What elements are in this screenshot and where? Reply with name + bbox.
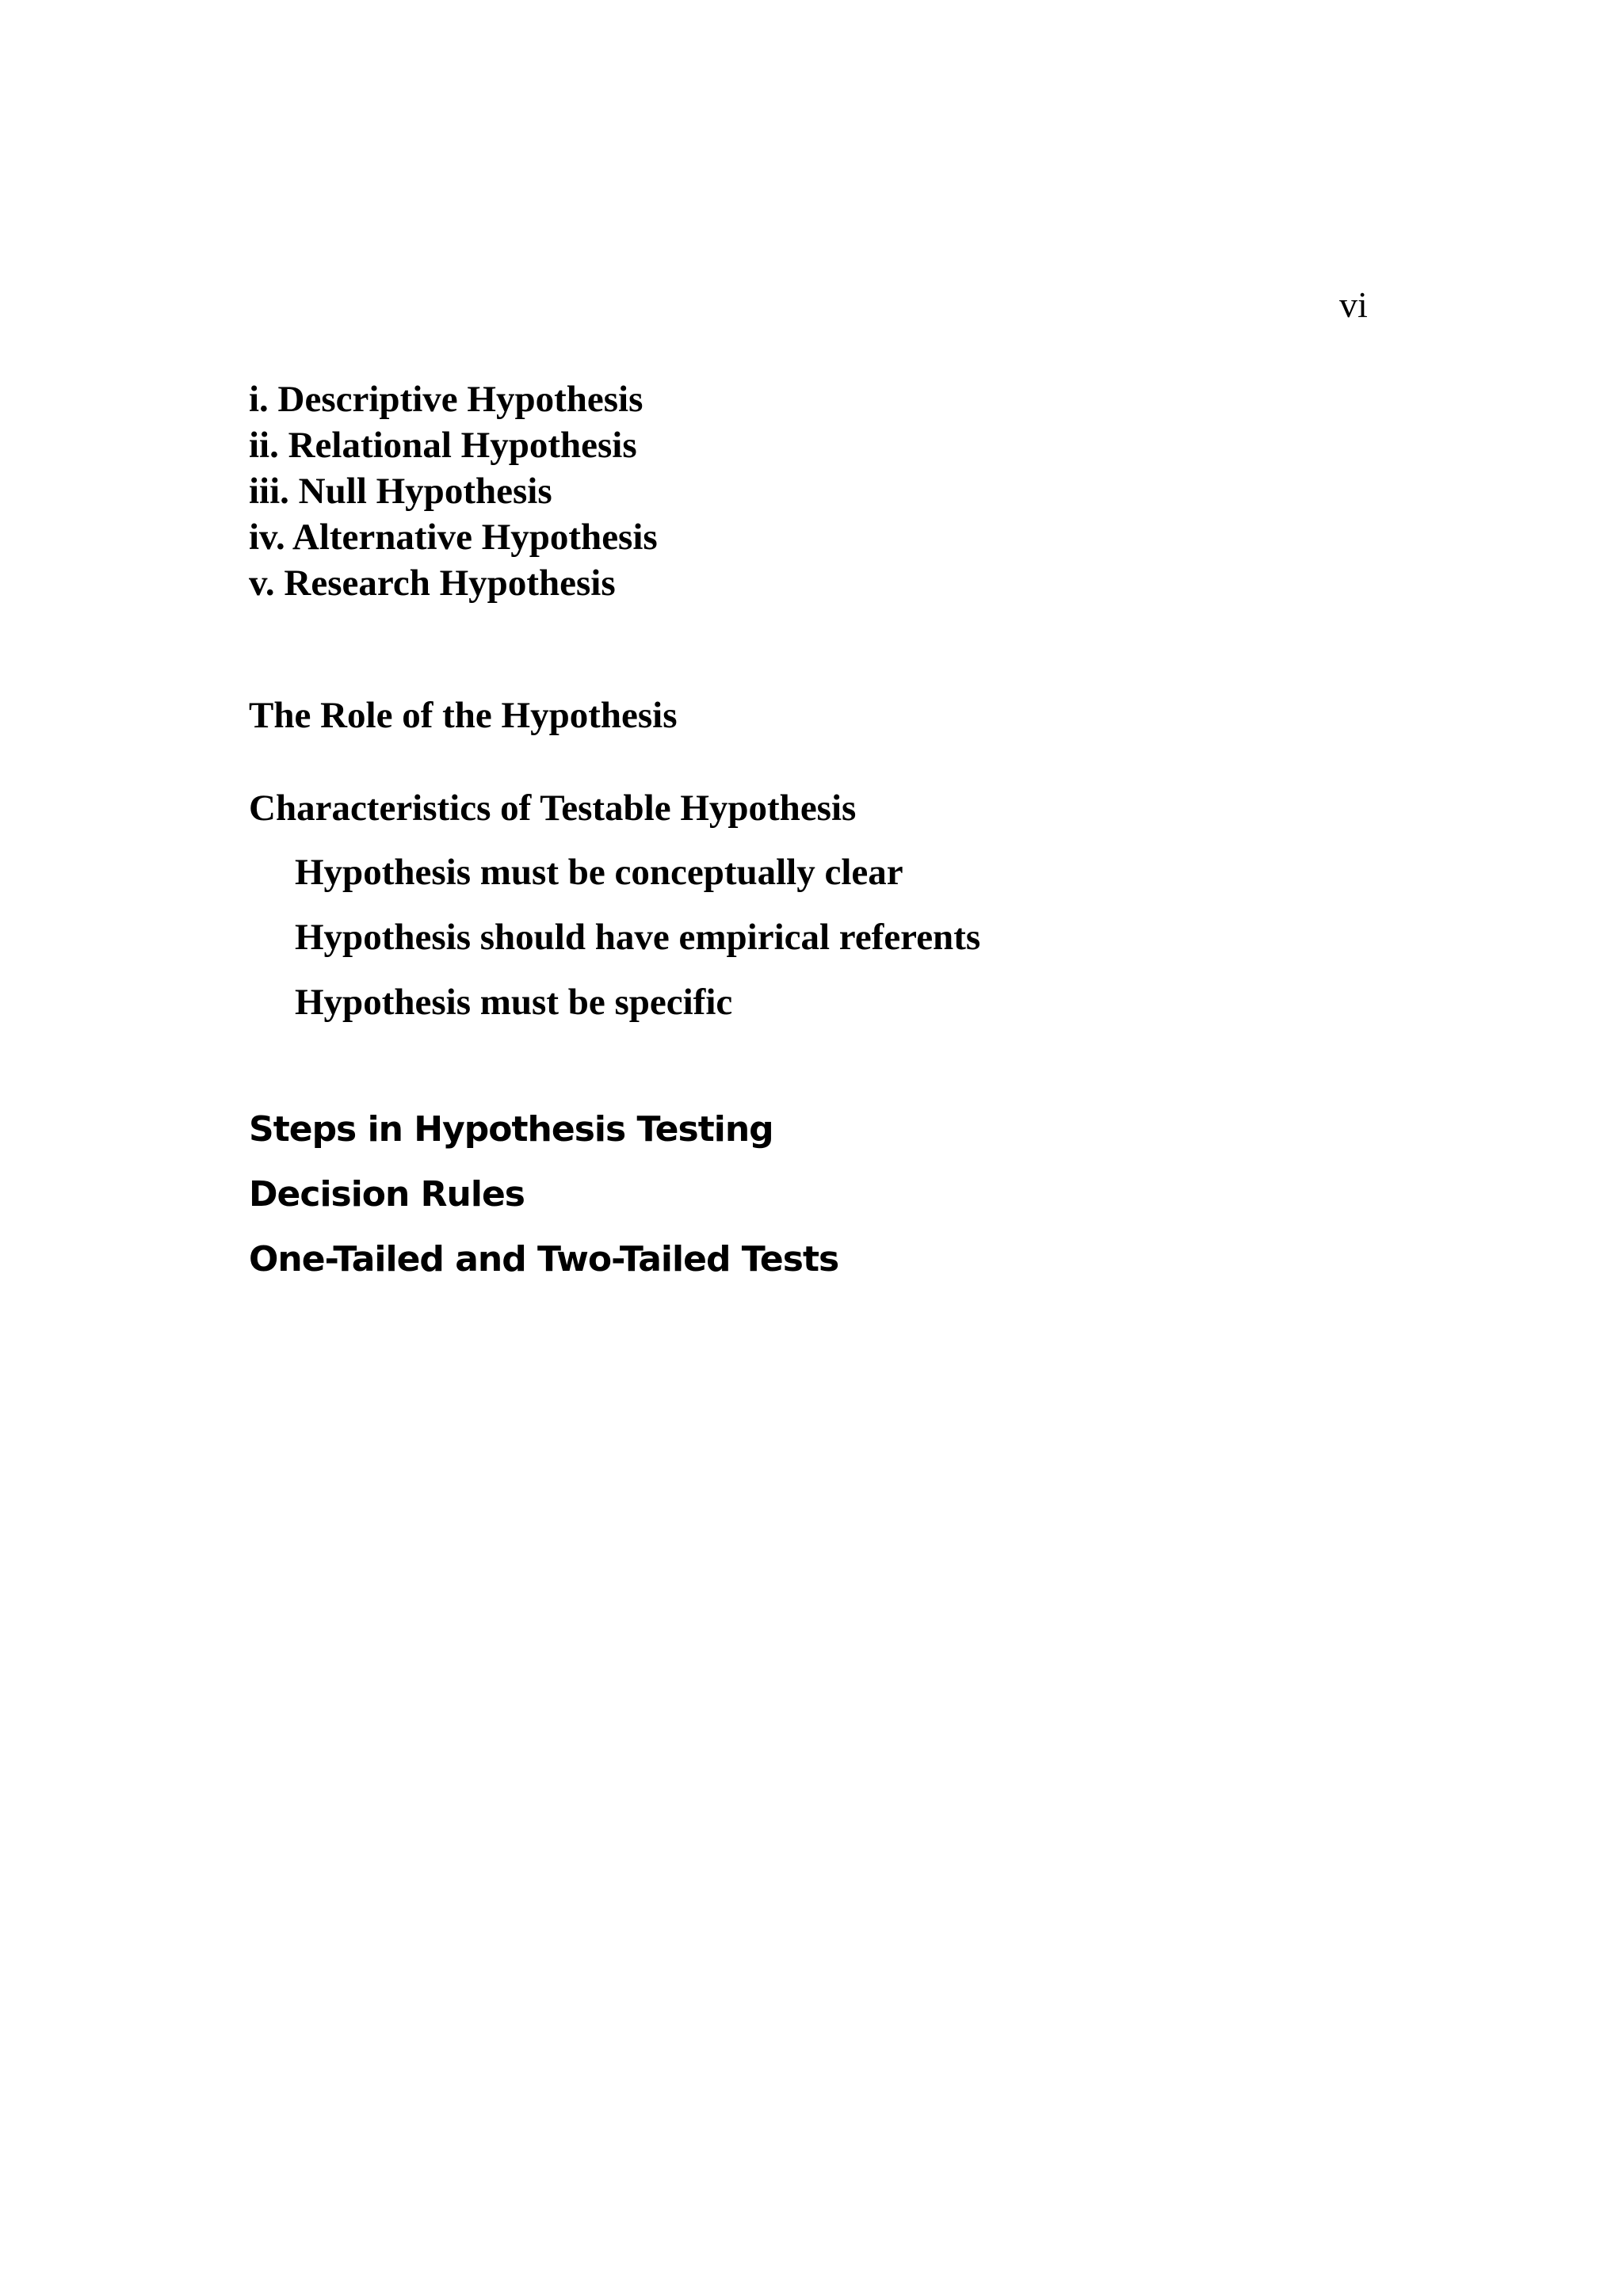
characteristic-item-clear: Hypothesis must be conceptually clear	[295, 852, 903, 893]
characteristic-item-empirical: Hypothesis should have empirical referents	[295, 917, 981, 958]
list-item-descriptive: i. Descriptive Hypothesis	[249, 379, 643, 420]
decision-rules-heading: Decision Rules	[249, 1174, 525, 1215]
role-heading: The Role of the Hypothesis	[249, 695, 678, 736]
characteristics-heading: Characteristics of Testable Hypothesis	[249, 788, 857, 829]
hypothesis-types-list	[249, 376, 658, 606]
characteristic-item-specific: Hypothesis must be specific	[295, 982, 733, 1023]
list-item-relational: ii. Relational Hypothesis	[249, 425, 637, 466]
list-item-null: iii. Null Hypothesis	[249, 471, 552, 512]
list-item-alternative: iv. Alternative Hypothesis	[249, 517, 658, 558]
tailed-tests-heading: One-Tailed and Two-Tailed Tests	[249, 1239, 839, 1280]
steps-heading: Steps in Hypothesis Testing	[249, 1109, 773, 1150]
list-item-research: v. Research Hypothesis	[249, 563, 616, 604]
page-number: vi	[1339, 284, 1368, 325]
